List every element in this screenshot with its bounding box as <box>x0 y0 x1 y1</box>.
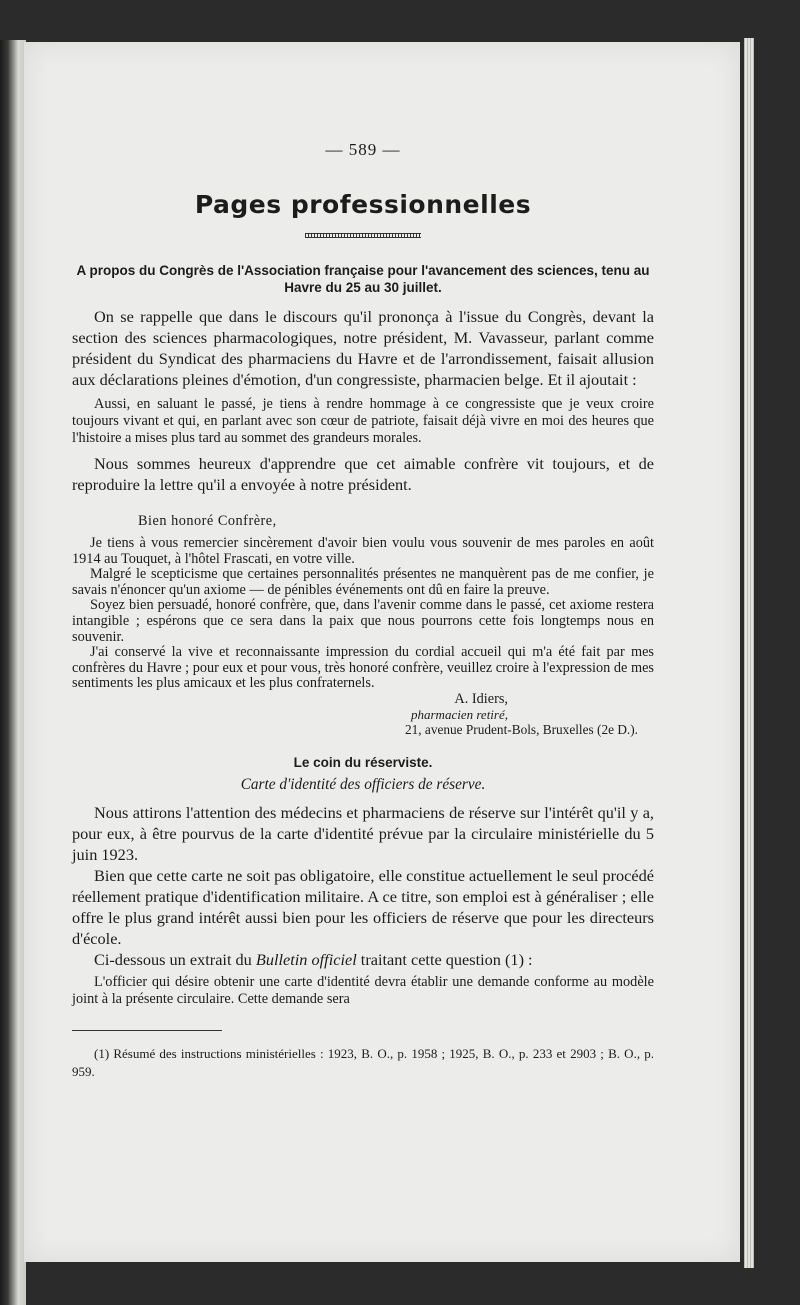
page-content <box>72 140 654 1081</box>
signature-address: 21, avenue Prudent-Bols, Bruxelles (2e D.). <box>404 721 638 737</box>
congress-heading: A propos du Congrès de l'Association française pour l'avancement des sciences, tenu au Havre du 25 au 30 juillet. <box>76 263 650 295</box>
letter-paragraph: J'ai conservé la vive et reconnaissante impression du cordial accueil qui m'a été fait par mes confrères du Havre ; pour eux et pour vous, très honoré confrère, veuillez croire à l'expression de mes sentiments les plus amicaux et les plus confraternels. <box>72 644 654 692</box>
bulletin-title: Bulletin officiel <box>255 949 357 969</box>
footnote-rule <box>72 1030 222 1031</box>
page-title: Pages professionnelles <box>194 190 532 219</box>
carte-subheading: Carte d'identité des officiers de réserve. <box>240 775 486 793</box>
book-page <box>24 42 740 1262</box>
letter-paragraph: Soyez bien persuadé, honoré confrère, que, dans l'avenir comme dans le passé, cet axiome restera intangible ; espérons que ce sera dans la paix que nous pourrons cette fois longtemps nous en souvenir. <box>72 597 654 645</box>
quote-paragraph: Aussi, en saluant le passé, je tiens à rendre hommage à ce congressiste que je veux croire toujours vivant et qui, en parlant avec son cœur de patriote, faisait déjà vivre en moi des heures que l'histoire a mises plus tard au sommet des grandeurs morales. <box>72 396 654 446</box>
letter-paragraph: Malgré le scepticisme que certaines personnalités présentes ne manquèrent pas de me confier, je savais n'énoncer qu'un axiome — de pénibles événements ont dû en faire la preuve. <box>72 566 654 598</box>
signature-name: A. Idiers, <box>454 690 508 707</box>
footnote: (1) Résumé des instructions ministérielles : 1923, B. O., p. 1958 ; 1925, B. O., p. 233 et 2903 ; B. O., p. 959. <box>72 1045 654 1079</box>
paragraph-announce: Nous sommes heureux d'apprendre que cet aimable confrère vit toujours, et de reproduire la lettre qu'il a envoyée à notre président. <box>72 454 654 494</box>
extract-text-end: traitant cette question (1) : <box>356 949 533 969</box>
page-stack-edge <box>744 38 754 1268</box>
letter-paragraph: Je tiens à vous remercier sincèrement d'avoir bien voulu vous souvenir de mes paroles en août 1914 au Touquet, à l'hôtel Frascati, en votre ville. <box>72 535 654 567</box>
signature-role: pharmacien retiré, <box>411 706 508 722</box>
book-spine-edge <box>0 40 26 1305</box>
paragraph-extract <box>72 949 654 970</box>
title-rule <box>305 233 421 238</box>
letter-signature <box>72 692 654 737</box>
reserviste-heading: Le coin du réserviste. <box>293 754 433 770</box>
paragraph-carte: Bien que cette carte ne soit pas obligatoire, elle constitue actuellement le seul procédé réellement pratique d'identification militaire. A ce titre, son emploi est à généraliser ; elle offre le plus grand intérêt aussi bien pour les officiers de réserve que pour les directeurs d'école. <box>72 865 654 948</box>
page-number: — 589 — <box>325 140 401 159</box>
letter-salutation: Bien honoré Confrère, <box>138 513 277 529</box>
extract-text-start: Ci-dessous un extrait du <box>94 949 256 969</box>
paragraph-officer: L'officier qui désire obtenir une carte d'identité devra établir une demande conforme au modèle joint à la présente circulaire. Cette demande sera <box>72 973 654 1007</box>
paragraph-intro: On se rappelle que dans le discours qu'il prononça à l'issue du Congrès, devant la section des sciences pharmacologiques, notre président, M. Vavasseur, parlant comme président du Syndicat des pharmaciens du Havre et de l'arrondissement, faisait allusion aux déclarations pleines d'émotion, d'un congressiste, pharmacien belge. Et il ajoutait : <box>72 307 654 389</box>
paragraph-reserve: Nous attirons l'attention des médecins et pharmaciens de réserve sur l'intérêt qu'il y a, pour eux, à être pourvus de la carte d'identité prévue par la circulaire ministérielle du 5 juin 1923. <box>72 802 654 864</box>
